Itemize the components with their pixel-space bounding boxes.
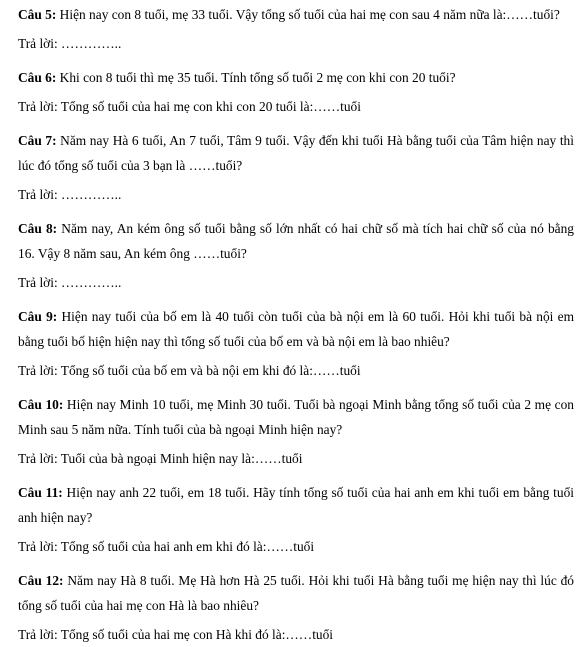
question-text: Năm nay Hà 6 tuổi, An 7 tuổi, Tâm 9 tuổi. Vậy đến khi tuổi Hà bằng tuổi của Tâm hiện nay thì lúc đó tổng số tuổi của 3 bạn là ……tuổi?	[18, 133, 574, 173]
answer-8: Trả lời: …………..	[18, 275, 122, 290]
question-12	[18, 568, 574, 618]
question-8	[18, 216, 574, 266]
answer-10: Trả lời: Tuổi của bà ngoại Minh hiện nay là:……tuổi	[18, 451, 303, 466]
question-text: Khi con 8 tuổi thì mẹ 35 tuổi. Tính tổng số tuổi 2 mẹ con khi con 20 tuổi?	[56, 70, 456, 85]
question-label: Câu 12:	[18, 573, 64, 588]
question-label: Câu 5:	[18, 7, 57, 22]
question-label: Câu 8:	[18, 221, 58, 236]
question-5	[18, 2, 574, 27]
question-10	[18, 392, 574, 442]
answer-7: Trả lời: …………..	[18, 187, 122, 202]
question-label: Câu 11:	[18, 485, 63, 500]
question-label: Câu 9:	[18, 309, 58, 324]
question-11	[18, 480, 574, 530]
question-label: Câu 6:	[18, 70, 57, 85]
answer-9: Trả lời: Tổng số tuổi của bố em và bà nội em khi đó là:……tuổi	[18, 363, 361, 378]
question-7	[18, 128, 574, 178]
question-text: Năm nay, An kém ông số tuổi bằng số lớn nhất có hai chữ số mà tích hai chữ số của nó bằng 16. Vậy 8 năm sau, An kém ông ……tuổi?	[18, 221, 574, 261]
question-6	[18, 65, 574, 90]
question-text: Hiện nay con 8 tuổi, mẹ 33 tuổi. Vậy tổng số tuổi của hai mẹ con sau 4 năm nữa là:……tuổi?	[56, 7, 560, 22]
answer-11: Trả lời: Tổng số tuổi của hai anh em khi đó là:……tuổi	[18, 539, 315, 554]
question-label: Câu 10:	[18, 397, 64, 412]
answer-12: Trả lời: Tổng số tuổi của hai mẹ con Hà khi đó là:……tuổi	[18, 627, 334, 642]
question-text: Hiện nay tuổi của bố em là 40 tuổi còn tuổi của bà nội em là 60 tuổi. Hỏi khi tuổi bà nội em bằng tuổi bố hiện hiện nay thì tổng số tuổi của bố em và bà nội em là bao nhiêu?	[18, 309, 574, 349]
question-9	[18, 304, 574, 354]
answer-6: Trả lời: Tổng số tuổi của hai mẹ con khi con 20 tuổi là:……tuổi	[18, 99, 361, 114]
question-text: Năm nay Hà 8 tuổi. Mẹ Hà hơn Hà 25 tuổi. Hỏi khi tuổi Hà bằng tuổi mẹ hiện nay thì lúc đó tổng số tuổi của hai mẹ con Hà là bao nhiêu?	[18, 573, 574, 613]
answer-5: Trả lời: …………..	[18, 36, 122, 51]
question-text: Hiện nay anh 22 tuổi, em 18 tuổi. Hãy tính tổng số tuổi của hai anh em khi tuổi em bằng tuổi anh hiện nay?	[18, 485, 574, 525]
question-label: Câu 7:	[18, 133, 57, 148]
question-text: Hiện nay Minh 10 tuổi, mẹ Minh 30 tuổi. Tuổi bà ngoại Minh bằng tổng số tuổi của 2 mẹ con Minh sau 5 năm nữa. Tính tuổi của bà ngoại Minh hiện nay?	[18, 397, 574, 437]
worksheet	[18, 0, 574, 647]
